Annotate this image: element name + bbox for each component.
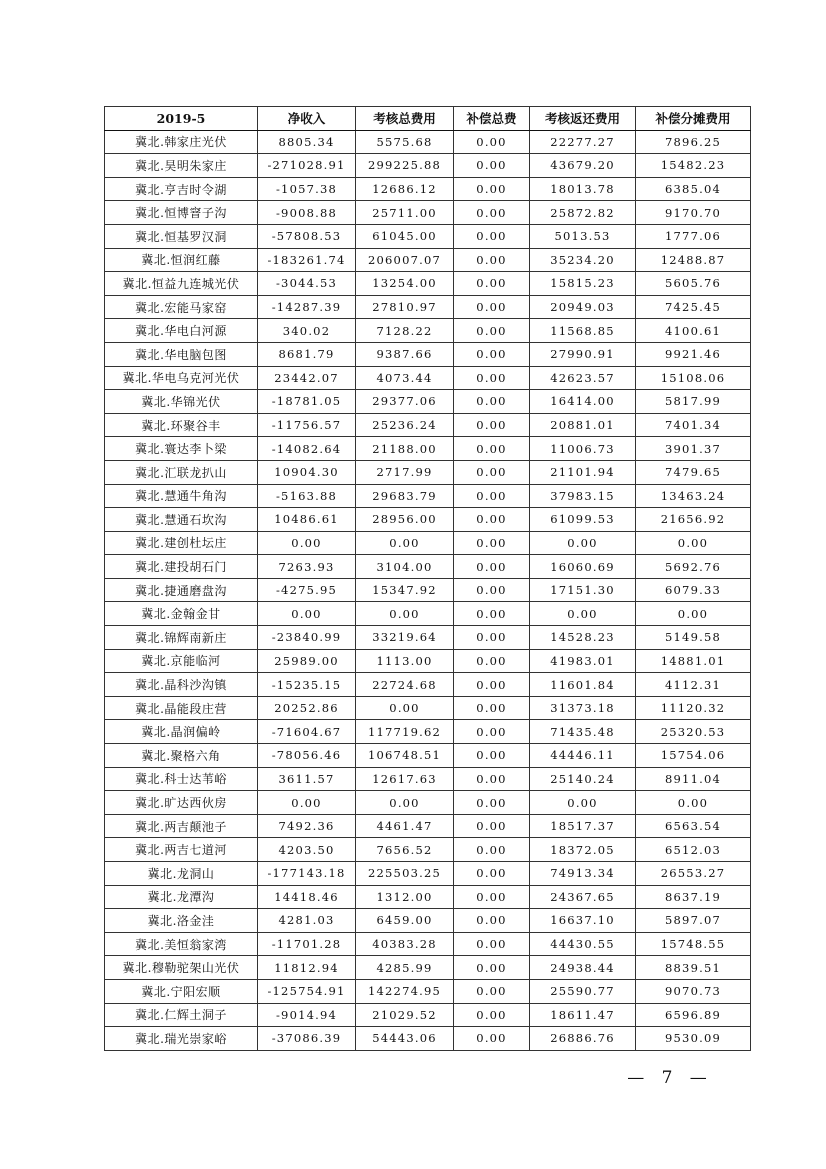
value-cell: -11701.28	[258, 932, 356, 956]
station-name-cell: 冀北.晶科沙沟镇	[105, 673, 258, 697]
value-cell: 12686.12	[356, 177, 454, 201]
value-cell: 25711.00	[356, 201, 454, 225]
value-cell: 27990.91	[530, 342, 636, 366]
value-cell: 44430.55	[530, 932, 636, 956]
value-cell: 15748.55	[636, 932, 751, 956]
table-row	[105, 342, 751, 366]
value-cell: 0.00	[258, 531, 356, 555]
value-cell: 54443.06	[356, 1027, 454, 1051]
value-cell: 0.00	[356, 791, 454, 815]
value-cell: 0.00	[530, 531, 636, 555]
table-row	[105, 838, 751, 862]
value-cell: 13463.24	[636, 484, 751, 508]
value-cell: 5692.76	[636, 555, 751, 579]
value-cell: 11601.84	[530, 673, 636, 697]
value-cell: 5575.68	[356, 130, 454, 154]
value-cell: -14287.39	[258, 295, 356, 319]
value-cell: 0.00	[454, 862, 530, 886]
value-cell: 40383.28	[356, 932, 454, 956]
value-cell: 0.00	[636, 602, 751, 626]
station-name-cell: 冀北.恒益九连城光伏	[105, 272, 258, 296]
value-cell: 4100.61	[636, 319, 751, 343]
value-cell: 3901.37	[636, 437, 751, 461]
table-row	[105, 555, 751, 579]
value-cell: 23442.07	[258, 366, 356, 390]
table-row	[105, 413, 751, 437]
table-row	[105, 885, 751, 909]
station-name-cell: 冀北.两吉颠池子	[105, 814, 258, 838]
value-cell: 7479.65	[636, 460, 751, 484]
table-row	[105, 909, 751, 933]
value-cell: 7128.22	[356, 319, 454, 343]
value-cell: -78056.46	[258, 744, 356, 768]
value-cell: 11120.32	[636, 696, 751, 720]
table-row	[105, 248, 751, 272]
station-name-cell: 冀北.穆勒驼架山光伏	[105, 956, 258, 980]
value-cell: 7263.93	[258, 555, 356, 579]
station-name-cell: 冀北.环聚谷丰	[105, 413, 258, 437]
station-name-cell: 冀北.宏能马家窑	[105, 295, 258, 319]
value-cell: 0.00	[454, 814, 530, 838]
value-cell: -9008.88	[258, 201, 356, 225]
value-cell: -18781.05	[258, 390, 356, 414]
value-cell: -15235.15	[258, 673, 356, 697]
table-row	[105, 390, 751, 414]
station-name-cell: 冀北.晶能段庄营	[105, 696, 258, 720]
value-cell: 142274.95	[356, 979, 454, 1003]
station-name-cell: 冀北.亨吉时令湖	[105, 177, 258, 201]
station-name-cell: 冀北.恒博窨子沟	[105, 201, 258, 225]
value-cell: 1113.00	[356, 649, 454, 673]
value-cell: 0.00	[454, 838, 530, 862]
value-cell: 41983.01	[530, 649, 636, 673]
value-cell: 0.00	[454, 909, 530, 933]
value-cell: 12488.87	[636, 248, 751, 272]
value-cell: -3044.53	[258, 272, 356, 296]
value-cell: 31373.18	[530, 696, 636, 720]
value-cell: 0.00	[454, 413, 530, 437]
value-cell: 0.00	[454, 979, 530, 1003]
value-cell: 26886.76	[530, 1027, 636, 1051]
table-row	[105, 720, 751, 744]
station-name-cell: 冀北.洛金洼	[105, 909, 258, 933]
value-cell: 71435.48	[530, 720, 636, 744]
value-cell: 17151.30	[530, 578, 636, 602]
value-cell: 0.00	[356, 602, 454, 626]
header-compensation-total: 补偿总费	[454, 107, 530, 131]
station-name-cell: 冀北.慧通石坎沟	[105, 508, 258, 532]
table-row	[105, 508, 751, 532]
station-name-cell: 冀北.两吉七道河	[105, 838, 258, 862]
station-name-cell: 冀北.华电乌克河光伏	[105, 366, 258, 390]
value-cell: 20252.86	[258, 696, 356, 720]
value-cell: 24367.65	[530, 885, 636, 909]
value-cell: 0.00	[454, 295, 530, 319]
value-cell: -183261.74	[258, 248, 356, 272]
value-cell: 14418.46	[258, 885, 356, 909]
value-cell: -23840.99	[258, 626, 356, 650]
table-row	[105, 460, 751, 484]
station-name-cell: 冀北.寰达李卜梁	[105, 437, 258, 461]
value-cell: -1057.38	[258, 177, 356, 201]
station-name-cell: 冀北.金翰金甘	[105, 602, 258, 626]
table-row	[105, 366, 751, 390]
table-row	[105, 319, 751, 343]
table-row	[105, 956, 751, 980]
value-cell: 0.00	[454, 154, 530, 178]
value-cell: 7896.25	[636, 130, 751, 154]
value-cell: 25872.82	[530, 201, 636, 225]
value-cell: 0.00	[454, 130, 530, 154]
value-cell: 8681.79	[258, 342, 356, 366]
value-cell: 206007.07	[356, 248, 454, 272]
value-cell: 8637.19	[636, 885, 751, 909]
value-cell: 0.00	[454, 720, 530, 744]
table-row	[105, 696, 751, 720]
value-cell: 18372.05	[530, 838, 636, 862]
value-cell: 0.00	[530, 791, 636, 815]
value-cell: 0.00	[454, 366, 530, 390]
value-cell: 10486.61	[258, 508, 356, 532]
table-row	[105, 177, 751, 201]
station-name-cell: 冀北.捷通磨盘沟	[105, 578, 258, 602]
station-name-cell: 冀北.恒润红藤	[105, 248, 258, 272]
compensation-fee-table	[104, 106, 751, 1051]
value-cell: 28956.00	[356, 508, 454, 532]
value-cell: -5163.88	[258, 484, 356, 508]
value-cell: 299225.88	[356, 154, 454, 178]
value-cell: 5013.53	[530, 224, 636, 248]
table-row	[105, 791, 751, 815]
table-row	[105, 744, 751, 768]
value-cell: 0.00	[530, 602, 636, 626]
station-name-cell: 冀北.华电白河源	[105, 319, 258, 343]
value-cell: 0.00	[454, 224, 530, 248]
value-cell: 1312.00	[356, 885, 454, 909]
value-cell: 4281.03	[258, 909, 356, 933]
value-cell: 33219.64	[356, 626, 454, 650]
value-cell: 15754.06	[636, 744, 751, 768]
table-row	[105, 979, 751, 1003]
value-cell: 61099.53	[530, 508, 636, 532]
value-cell: 1777.06	[636, 224, 751, 248]
station-name-cell: 冀北.华电脑包图	[105, 342, 258, 366]
value-cell: 0.00	[454, 791, 530, 815]
header-assessment-total: 考核总费用	[356, 107, 454, 131]
value-cell: 9387.66	[356, 342, 454, 366]
table-row	[105, 1027, 751, 1051]
value-cell: 7401.34	[636, 413, 751, 437]
table-row	[105, 224, 751, 248]
value-cell: 0.00	[258, 602, 356, 626]
header-period: 2019-5	[105, 107, 258, 131]
value-cell: 16060.69	[530, 555, 636, 579]
value-cell: 9530.09	[636, 1027, 751, 1051]
value-cell: 15815.23	[530, 272, 636, 296]
page-number: — 7 —	[627, 1068, 713, 1088]
value-cell: 21101.94	[530, 460, 636, 484]
value-cell: 2717.99	[356, 460, 454, 484]
value-cell: 25590.77	[530, 979, 636, 1003]
value-cell: 25236.24	[356, 413, 454, 437]
station-name-cell: 冀北.瑞光崇家峪	[105, 1027, 258, 1051]
value-cell: 18611.47	[530, 1003, 636, 1027]
value-cell: 0.00	[454, 248, 530, 272]
value-cell: 7492.36	[258, 814, 356, 838]
value-cell: 3104.00	[356, 555, 454, 579]
value-cell: 0.00	[258, 791, 356, 815]
value-cell: 4461.47	[356, 814, 454, 838]
value-cell: 0.00	[454, 201, 530, 225]
table-row	[105, 932, 751, 956]
value-cell: 0.00	[454, 531, 530, 555]
value-cell: 0.00	[454, 272, 530, 296]
value-cell: 6512.03	[636, 838, 751, 862]
header-compensation-share: 补偿分摊费用	[636, 107, 751, 131]
value-cell: 21188.00	[356, 437, 454, 461]
value-cell: 7656.52	[356, 838, 454, 862]
value-cell: 22277.27	[530, 130, 636, 154]
value-cell: 0.00	[454, 649, 530, 673]
value-cell: 0.00	[454, 390, 530, 414]
station-name-cell: 冀北.晶润偏岭	[105, 720, 258, 744]
table-row	[105, 673, 751, 697]
value-cell: 0.00	[454, 932, 530, 956]
station-name-cell: 冀北.龙潭沟	[105, 885, 258, 909]
value-cell: 9070.73	[636, 979, 751, 1003]
station-name-cell: 冀北.宁阳宏顺	[105, 979, 258, 1003]
value-cell: -37086.39	[258, 1027, 356, 1051]
value-cell: 27810.97	[356, 295, 454, 319]
value-cell: 0.00	[454, 484, 530, 508]
value-cell: 0.00	[454, 767, 530, 791]
value-cell: 25140.24	[530, 767, 636, 791]
station-name-cell: 冀北.建投胡石门	[105, 555, 258, 579]
value-cell: 11006.73	[530, 437, 636, 461]
station-name-cell: 冀北.锦辉南新庄	[105, 626, 258, 650]
value-cell: 0.00	[356, 531, 454, 555]
value-cell: 6563.54	[636, 814, 751, 838]
value-cell: 9921.46	[636, 342, 751, 366]
value-cell: 15482.23	[636, 154, 751, 178]
value-cell: 0.00	[454, 885, 530, 909]
value-cell: 0.00	[454, 956, 530, 980]
table-row	[105, 154, 751, 178]
value-cell: 0.00	[636, 791, 751, 815]
station-name-cell: 冀北.韩家庄光伏	[105, 130, 258, 154]
value-cell: 43679.20	[530, 154, 636, 178]
value-cell: 0.00	[454, 602, 530, 626]
value-cell: 18517.37	[530, 814, 636, 838]
table-row	[105, 578, 751, 602]
value-cell: 18013.78	[530, 177, 636, 201]
value-cell: 24938.44	[530, 956, 636, 980]
header-assessment-refund: 考核返还费用	[530, 107, 636, 131]
value-cell: 340.02	[258, 319, 356, 343]
value-cell: 4285.99	[356, 956, 454, 980]
station-name-cell: 冀北.慧通牛角沟	[105, 484, 258, 508]
value-cell: -271028.91	[258, 154, 356, 178]
table-row	[105, 437, 751, 461]
table-row	[105, 201, 751, 225]
value-cell: 25989.00	[258, 649, 356, 673]
value-cell: 4073.44	[356, 366, 454, 390]
value-cell: 8805.34	[258, 130, 356, 154]
value-cell: -177143.18	[258, 862, 356, 886]
table-row	[105, 130, 751, 154]
station-name-cell: 冀北.旷达西伙房	[105, 791, 258, 815]
value-cell: 0.00	[356, 696, 454, 720]
value-cell: 6459.00	[356, 909, 454, 933]
station-name-cell: 冀北.科士达苇峪	[105, 767, 258, 791]
value-cell: 11568.85	[530, 319, 636, 343]
header-net-income: 净收入	[258, 107, 356, 131]
value-cell: 106748.51	[356, 744, 454, 768]
table-header-row	[105, 107, 751, 131]
value-cell: 0.00	[454, 744, 530, 768]
value-cell: -57808.53	[258, 224, 356, 248]
value-cell: 0.00	[454, 319, 530, 343]
value-cell: 15108.06	[636, 366, 751, 390]
value-cell: 25320.53	[636, 720, 751, 744]
value-cell: 5817.99	[636, 390, 751, 414]
table-row	[105, 767, 751, 791]
value-cell: 4112.31	[636, 673, 751, 697]
value-cell: 0.00	[454, 1003, 530, 1027]
value-cell: 0.00	[454, 555, 530, 579]
table-row	[105, 649, 751, 673]
value-cell: 13254.00	[356, 272, 454, 296]
table-row	[105, 1003, 751, 1027]
value-cell: 0.00	[454, 177, 530, 201]
value-cell: 42623.57	[530, 366, 636, 390]
value-cell: 14881.01	[636, 649, 751, 673]
value-cell: -4275.95	[258, 578, 356, 602]
value-cell: 4203.50	[258, 838, 356, 862]
table-row	[105, 295, 751, 319]
table-row	[105, 531, 751, 555]
value-cell: 21029.52	[356, 1003, 454, 1027]
value-cell: 14528.23	[530, 626, 636, 650]
value-cell: 6385.04	[636, 177, 751, 201]
value-cell: 6079.33	[636, 578, 751, 602]
table-row	[105, 626, 751, 650]
value-cell: 61045.00	[356, 224, 454, 248]
station-name-cell: 冀北.华锦光伏	[105, 390, 258, 414]
value-cell: 16637.10	[530, 909, 636, 933]
value-cell: 0.00	[454, 578, 530, 602]
value-cell: 9170.70	[636, 201, 751, 225]
value-cell: 0.00	[454, 1027, 530, 1051]
value-cell: -14082.64	[258, 437, 356, 461]
value-cell: 22724.68	[356, 673, 454, 697]
value-cell: 0.00	[454, 342, 530, 366]
value-cell: 0.00	[454, 626, 530, 650]
value-cell: 10904.30	[258, 460, 356, 484]
value-cell: 5897.07	[636, 909, 751, 933]
table-row	[105, 272, 751, 296]
value-cell: 8911.04	[636, 767, 751, 791]
value-cell: 5149.58	[636, 626, 751, 650]
value-cell: 29683.79	[356, 484, 454, 508]
value-cell: 35234.20	[530, 248, 636, 272]
value-cell: 0.00	[454, 508, 530, 532]
value-cell: 3611.57	[258, 767, 356, 791]
value-cell: 0.00	[454, 460, 530, 484]
station-name-cell: 冀北.汇联龙扒山	[105, 460, 258, 484]
value-cell: 29377.06	[356, 390, 454, 414]
station-name-cell: 冀北.京能临河	[105, 649, 258, 673]
value-cell: 12617.63	[356, 767, 454, 791]
value-cell: 225503.25	[356, 862, 454, 886]
value-cell: -9014.94	[258, 1003, 356, 1027]
station-name-cell: 冀北.昊明朱家庄	[105, 154, 258, 178]
value-cell: 37983.15	[530, 484, 636, 508]
value-cell: 0.00	[454, 437, 530, 461]
value-cell: 11812.94	[258, 956, 356, 980]
table-row	[105, 602, 751, 626]
value-cell: 20949.03	[530, 295, 636, 319]
value-cell: 44446.11	[530, 744, 636, 768]
value-cell: 117719.62	[356, 720, 454, 744]
table-row	[105, 484, 751, 508]
value-cell: 20881.01	[530, 413, 636, 437]
value-cell: 0.00	[454, 673, 530, 697]
station-name-cell: 冀北.建创杜坛庄	[105, 531, 258, 555]
station-name-cell: 冀北.仁辉土洞子	[105, 1003, 258, 1027]
value-cell: 0.00	[636, 531, 751, 555]
value-cell: 26553.27	[636, 862, 751, 886]
value-cell: 8839.51	[636, 956, 751, 980]
value-cell: -11756.57	[258, 413, 356, 437]
value-cell: 6596.89	[636, 1003, 751, 1027]
value-cell: -71604.67	[258, 720, 356, 744]
table-body	[105, 130, 751, 1050]
value-cell: 74913.34	[530, 862, 636, 886]
station-name-cell: 冀北.美恒翁家湾	[105, 932, 258, 956]
value-cell: -125754.91	[258, 979, 356, 1003]
table-row	[105, 814, 751, 838]
value-cell: 21656.92	[636, 508, 751, 532]
value-cell: 7425.45	[636, 295, 751, 319]
table-row	[105, 862, 751, 886]
station-name-cell: 冀北.龙洞山	[105, 862, 258, 886]
station-name-cell: 冀北.聚格六角	[105, 744, 258, 768]
value-cell: 0.00	[454, 696, 530, 720]
value-cell: 15347.92	[356, 578, 454, 602]
station-name-cell: 冀北.恒基罗汉洞	[105, 224, 258, 248]
value-cell: 5605.76	[636, 272, 751, 296]
value-cell: 16414.00	[530, 390, 636, 414]
